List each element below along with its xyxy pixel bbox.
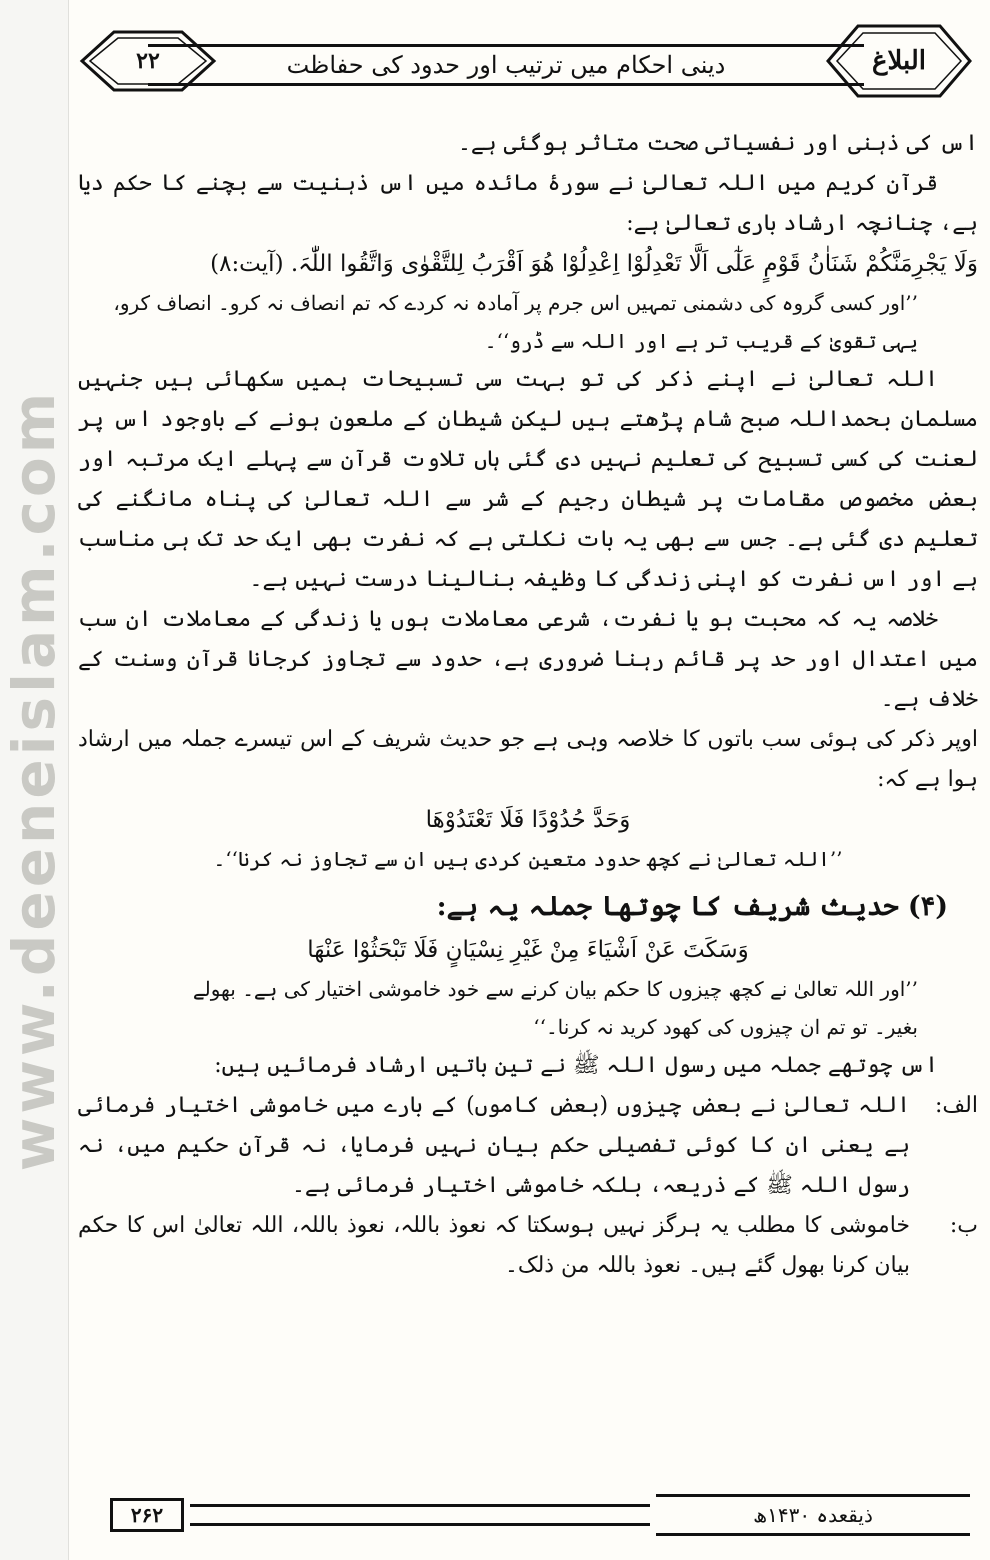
page-header [78, 20, 974, 102]
magazine-logo [824, 22, 974, 100]
hadith-phrase-3: وَحَدَّ حُدُوْدًا فَلَا تَعْتَدُوْهَا [425, 807, 631, 833]
paragraph-4: خلاصہ یہ کہ محبت ہو یا نفرت، شرعی معاملات ہوں یا زندگی کے معاملات ان سب میں اعتدال اور حد پر قائم رہنا ضروری ہے، حدود سے تجاوز کرجانا قرآن وسنت کے خلاف ہے۔ [78, 607, 978, 712]
list-item-label: الف: [934, 1093, 978, 1118]
logo-text: البلاغ [871, 46, 927, 76]
translation-3-line-1: ’’اور اللہ تعالیٰ نے کچھ چیزوں کا حکم بیان کرنے سے خود خاموشی اختیار کی ہے۔ بھولے [192, 977, 918, 1001]
translation-1-line-1: ’’اور کسی گروہ کی دشمنی تمہیں اس جرم پر آمادہ نہ کردے کہ تم انصاف نہ کرو۔ انصاف کرو، [113, 291, 918, 315]
quranic-verse-1: وَلَا یَجْرِمَنَّکُمْ شَنَاٰنُ قَوْمٍ عَلٰٓی اَلَّا تَعْدِلُوْا اِعْدِلُوْا هُوَ اَقْرَبُ لِلتَّقْوٰی وَاتَّقُوا اللّٰہَ. (آیت:۸) [210, 251, 978, 277]
section-heading: (۴) حدیث شریف کا چوتھا جملہ یہ ہے: [436, 891, 948, 922]
footer-issue-date: ذیقعدہ ۱۴۳۰ھ [656, 1494, 970, 1536]
list-item [78, 1206, 978, 1286]
list-item [78, 1086, 978, 1206]
header-page-number: ۲۲ [136, 48, 160, 74]
translation-2: ’’اللہ تعالیٰ نے کچھ حدود متعین کردی ہیں ان سے تجاوز نہ کرنا‘‘۔ [213, 847, 843, 871]
list-item-text: اللہ تعالیٰ نے بعض چیزوں (بعض کاموں) کے بارے میں خاموشی اختیار فرمائی ہے یعنی ان کا کوئی تفصیلی حکم بیان نہیں فرمایا، نہ قرآن حکیم میں، نہ رسول اللہ ﷺ کے ذریعہ، بلکہ خاموشی اختیار فرمائی ہے۔ [78, 1093, 910, 1198]
list-item-text: خاموشی کا مطلب یہ ہرگز نہیں ہوسکتا کہ نعوذ باللہ، نعوذ باللہ، اللہ تعالیٰ اس کا حکم بیان کرنا بھول گئے ہیں۔ نعوذ باللہ من ذلک۔ [78, 1213, 910, 1278]
footer-page-number: ۲۶۲ [110, 1498, 184, 1532]
page-footer [100, 1494, 970, 1538]
translation-1-line-2: یہی تقویٰ کے قریب تر ہے اور اللہ سے ڈرو‘‘۔ [484, 329, 918, 353]
site-watermark: www.deeneislam.com [0, 388, 68, 1172]
paragraph-5: اوپر ذکر کی ہوئی سب باتوں کا خلاصہ وہی ہے جو حدیث شریف کے اس تیسرے جملہ میں ارشاد ہوا ہے کہ: [78, 727, 978, 792]
header-title-bar [148, 44, 864, 86]
footer-rule [190, 1504, 650, 1526]
article-body [78, 124, 978, 1286]
paragraph-6: اس چوتھے جملہ میں رسول اللہ ﷺ نے تین باتیں ارشاد فرمائیں ہیں: [214, 1053, 938, 1078]
side-watermark-strip [0, 0, 69, 1560]
paragraph-1: اس کی ذہنی اور نفسیاتی صحت متاثر ہوگئی ہے۔ [457, 131, 978, 156]
header-title: دینی احکام میں ترتیب اور حدود کی حفاظت [286, 51, 726, 79]
hadith-phrase-4: وَسَکَتَ عَنْ اَشْیَاءَ مِنْ غَیْرِ نِسْیَانٍ فَلَا تَبْحَثُوْا عَنْهَا [307, 937, 749, 963]
paragraph-2: قرآن کریم میں اللہ تعالیٰ نے سورۂ مائدہ میں اس ذہنیت سے بچنے کا حکم دیا ہے، چنانچہ ارشاد باری تعالیٰ ہے: [78, 171, 978, 236]
paragraph-3: اللہ تعالیٰ نے اپنے ذکر کی تو بہت سی تسبیحات ہمیں سکھائی ہیں جنہیں مسلمان بحمداللہ صبح شام پڑھتے ہیں لیکن شیطان کے ملعون ہونے کے باوجود اس پر لعنت کی کسی تسبیح کی تعلیم نہیں دی گئی ہاں تلاوت قرآن سے پہلے ایک مرتبہ اور بعض مخصوص مقامات پر شیطان رجیم کے شر سے اللہ تعالیٰ کی پناہ مانگنے کی تعلیم دی گئی ہے۔ جس سے بھی یہ بات نکلتی ہے کہ نفرت بھی ایک حد تک ہی مناسب ہے اور اس نفرت کو اپنی زندگی کا وظیفہ بنالینا درست نہیں ہے۔ [78, 367, 978, 592]
translation-3-line-2: بغیر۔ تو تم ان چیزوں کی کھود کرید نہ کرنا۔‘‘ [533, 1015, 918, 1039]
list-item-label: ب: [949, 1213, 978, 1238]
